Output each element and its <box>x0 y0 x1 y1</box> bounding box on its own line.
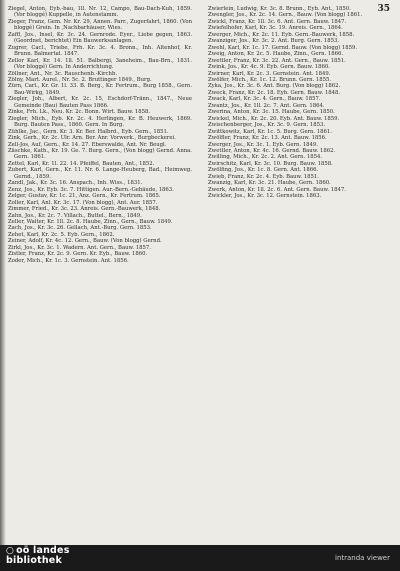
register-entry: Zimmer, Fried., Kr. 3c. 23. Anreis. Gern.-Bauwerk, 1848. <box>8 206 161 213</box>
register-entry: Zölny, Mart. Aurel., Nr. 5c. 2. Bruttinger 1849., Burg. <box>8 76 152 83</box>
register-entry: Zwierlein, Ludwig, Kr. 3c. 8. Brunn., Eyb. Ant., 1850. <box>208 6 351 12</box>
register-entry: Zwickler, Jos., Kr. 3c. 12. Gernstein. 1863. <box>208 193 322 200</box>
register-entry: Zwanziger, Jos., Kr. 3c. 2. Ant. Burg. Gern. 1853. <box>208 38 340 45</box>
register-entry: Zwirschitz, Karl, Kr. 3c. 10. Burg. Bauw. 1858. <box>208 160 333 167</box>
register-entry: Zink, Gerh., Kr. 2c. Ulr. Arn. Ber. Anr. Vorwerk., Burgbeckerei. <box>8 135 176 142</box>
register-entry: Zoder, Mich., Kr. 1c. 3. Gernstein. Ant. 1856. <box>8 257 129 264</box>
register-entry: Zugrer, Cacl., Triebe, Frh. Kr. 3c. 4. Bronn., Inh. Altenhof, Kr. Brunn. Balmertal. 1847. <box>8 44 192 58</box>
viewer-brand-label[interactable]: intranda viewer <box>335 554 390 562</box>
register-entry: Zettel, Karl, Kr. 1l. 22. 14. Pfeiffel, Bauten, Ant., 1852. <box>8 160 155 167</box>
register-entry: Zwölfing, Jos., Kr. 1c. 8. Gern. Ant. 1866. <box>208 167 319 174</box>
register-entry: Zwehl, Karl, Kr. 1c. 17. Gernd. Bauw. (Von blogg) 1859. <box>208 44 358 51</box>
register-entry: Zwantz, Jos., Kr. 1ll. 2c. 7. Ant. Gern. 1864. <box>208 102 325 109</box>
register-entry: Zwiefelhofer, Karl, Kr. 3c. 19. Anreis. Gern., 1864. <box>208 25 343 32</box>
register-entry: Zwanzig, Karl, Kr. 3c. 21. Haube, Gern. 1860. <box>208 180 331 187</box>
register-entry: Zaffl, Jos., Insel, Kr. 3c. 24. Gernrode. Eyer., Liebe gegen, 1863. (Geordnet, berichtet) Ein Bauwerksanlagen. <box>8 31 192 45</box>
register-entry: Zwölfler, Franz, Kr. 2c. 13. Ant. Bauw. 1856. <box>208 135 327 142</box>
register-entry: Zwettler, Franz, Kr. 3c. 22. Ant. Gern., Bauw. 1851. <box>208 57 346 64</box>
register-entry: Zwerina, Anton, Kr. 3c. 15. Haube, Gern. 1850. <box>208 109 335 116</box>
register-entry: Zwickl, Franz, Kr. 1ll. 3c. 6. Ant. Gern. Bauw. 1847. <box>208 18 347 25</box>
register-entry: Zwettler, Anton, Kr. 4c. 16. Gernd. Bauw. 1862. <box>208 147 336 154</box>
register-entry: Zahn, Jos., Kr. 2c. 7. Villach., Buttel., Bern., 1849. <box>8 212 142 219</box>
register-entry: Zelger, Gustav, Kr. 1c. 21, Anz. Gern., Kr. Fertrum. 1865. <box>8 193 161 200</box>
register-entry: Zweck, Franz, Kr. 2c. 18. Eyb. Gern. Bauw. 1848. <box>208 89 341 96</box>
register-entry: Zwilling, Mich., Kr. 2c. 2. Ant. Gern. 1854. <box>208 154 322 161</box>
register-entry: Zwittkowitz, Karl, Kr. 1c. 5. Burg. Gern. 1861. <box>208 128 332 135</box>
register-entry: Zenz, Jos., Kr. Eyb. 3c. 7. Hittigen. Aur.-Bern.-Gebäude, 1863. <box>8 186 174 193</box>
register-entry: Zwirner, Karl, Kr. 2c. 3. Gernstein. Ant. 1849. <box>208 70 331 77</box>
register-entry: Ziegel, Anton, Eyb.-bau, 1ll. Nr. 12, Campo, Bau-Dach-Kuh, 1859. (Vor bloggé) Kuppelle, in Autenstamm. <box>8 6 192 19</box>
register-entry: Zwengler, Jos., Kr. 2c. 14. Gern., Bauw. (Von blogg) 1861. <box>208 12 363 19</box>
text-column-left <box>8 6 192 264</box>
register-entry: Zwerger, Mich., Kr. 2c. 11. Eyb. Gern.-Bauwerk, 1858. <box>208 31 355 38</box>
register-entry: Zwink, Jos., Kr. 4c. 9. Eyb. Gern. Bauw. 1860. <box>208 64 330 71</box>
register-entry: Zwack, Karl, Kr. 3c. 4. Gern., Bauw. 1857. <box>208 96 321 103</box>
register-entry: Zell-Jos, Auf, Gern., Kr. 14. 27. Eberswalde, Ant. Nr. Beugl. <box>8 141 167 148</box>
register-entry: Zistler, Franz, Kr. 2c. 9. Gern. Kr. Eyb., Bauw. 1860. <box>8 251 148 258</box>
register-entry: Zwerk, Anton, Kr. 1ll. 2c. 6. Ant. Gern. Bauw. 1847. <box>208 186 346 193</box>
viewer-footer <box>0 545 400 571</box>
logo-mark-icon: ○ <box>6 546 15 556</box>
register-entry: Zoller, Karl, Anl. Kr. 3c. 17. (Von blogg), Ant. Aur. 1857. <box>8 199 158 206</box>
register-entry: Zwischenberger, Jos., Kr. 3c. 9. Gern. 1853. <box>208 122 326 129</box>
register-entry: Zehet, Karl, Kr. 2c. 5. Eyb. Gern., 1862. <box>8 231 115 238</box>
register-entry: Zellor Karl, Kr. 14. 1ll. 51. Balbergi, 3aneheim., Bau-Brn., 1831. (Vor bloggé) Gern. In Anderrichtung. <box>8 57 192 71</box>
register-entry: Zyka, Jos., Kr. 3c. 6. Ant. Burg. (Von blogg) 1862. <box>208 83 341 90</box>
register-entry: Ziegler, Mich., Eyb. Kr. 2c. 4. Herlingen, Kr. B. Heuwerk, 1869. Burg. Bauten Pass., 1860. Gern. In Burg. <box>8 115 192 129</box>
register-entry: Zieger, Franz, Gem. Nr. Kr. 29, Annen. Parr., Zugerfahrt, 1860. (Von bloggé) Grein. In ,Nachbarhäuser, Wies. <box>8 18 192 32</box>
register-entry: Ziegler, Joh., Albert, Kr. 2c. 15, Eschdorf-Tränn., 1847., Neue Gemeinde (Bau) Bauten Pass 1866. <box>8 96 192 109</box>
register-entry: Zeller, Walter, Kr. 1ll. 2c. 8. Haube, Zinn., Gern., Bauw. 1849. <box>8 218 173 225</box>
register-entry: Zubert, Karl, Gern., Kr. 11. Nr. 6. Lange-Heuberg, Bad., Heimweg. Gernd., 1859. <box>8 167 192 180</box>
register-entry: Zwerger, Jos., Kr. 3c. 1. Eyb. Gern. 1849. <box>208 141 318 148</box>
book-spine-shadow <box>0 0 6 545</box>
register-entry: Zach, Jos., Kr. 3c. 26. Gellach, Ant.-Burg. Gern. 1853. <box>8 225 152 232</box>
register-entry: Zwieb, Franz, Kr. 2c. 4. Eyb. Bauw. 1851. <box>208 173 319 180</box>
register-entry: Zinke, Frh. Lk., Neu. Kr. 2c. Bonn. Wirt. Bauw. 1858. <box>8 109 151 116</box>
logo-text-line2: bibliothek <box>6 555 62 566</box>
register-entry: Zweig, Anton, Kr. 2c. 5. Haube, Zinn., Gern. 1866. <box>208 51 344 58</box>
register-entry: Zürn, Carl., Kr. Gr. 1l. 33. B. Berg., Kr. Fertrum., Burg 1858., Gern. Bau-Wirkg, 1849. <box>8 83 192 96</box>
register-entry: Zwickel, Mich., Kr. 2c. 20. Eyb. Ant. Bauw. 1859. <box>208 115 340 122</box>
library-logo[interactable] <box>6 546 70 566</box>
register-entry: Zandl, Jak., Kr. 3c. 16. Anspach., Inh. Wiss., 1831. <box>8 180 143 187</box>
register-entry: Zöllner, Ant., Nr. 3c. Rauschenb.-Kirchb. <box>8 70 118 77</box>
register-entry: Zäschke, Kath., Kr. 19. Ge. 7. Burg. Gern., (Von blogg) Gernd. Anna. Gern. 1861. <box>8 147 192 161</box>
register-entry: Zwölfer, Mich., Kr. 1c. 12. Brunn. Gern. 1855. <box>208 76 332 83</box>
text-column-right <box>208 6 392 200</box>
register-entry: Zirkl, Jos., Kr. 3c. 1. Wadern. Ant. Gern., Bauw. 1857. <box>8 244 151 251</box>
logo-text-line1: oö landes <box>16 545 70 556</box>
register-entry: Zeiner, Adolf, Kr. 4c. 12. Gern., Bauw. (Von blogg) Gernd. <box>8 238 162 245</box>
page-number: 35 <box>377 4 390 14</box>
register-entry: Zühlke, Jac., Gern. Kr. 3. Kr. Ber. Halbrd., Eyb. Gern., 1851. <box>8 128 169 135</box>
